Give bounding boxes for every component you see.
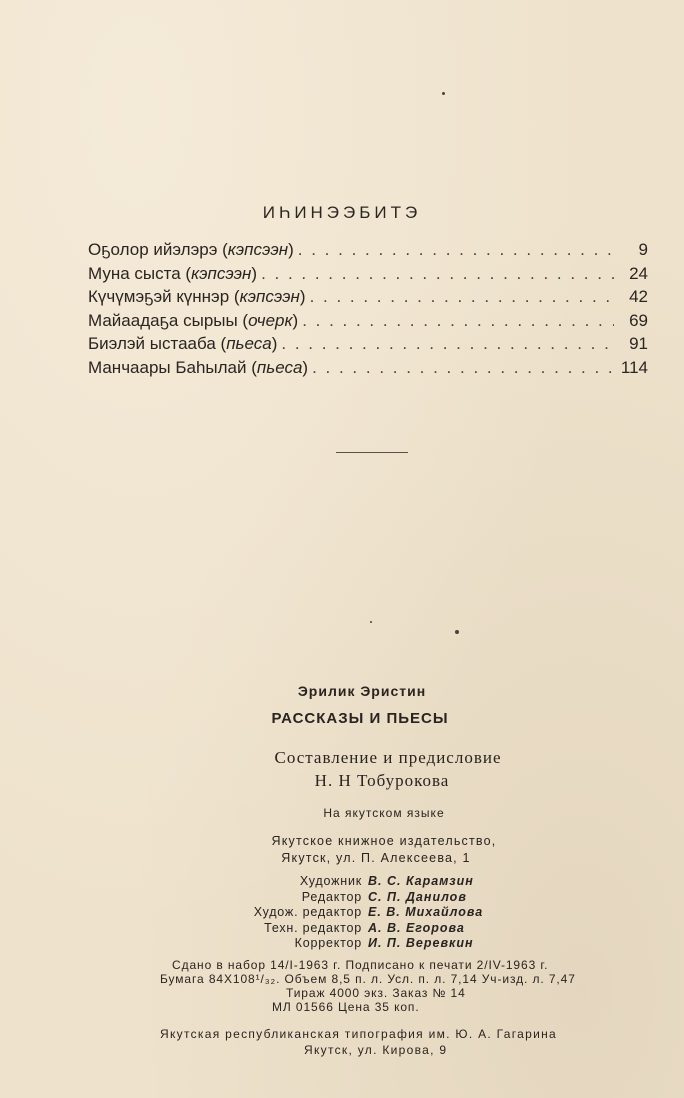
leader-dots: [281, 334, 614, 354]
credit-row: [0, 905, 684, 921]
credit-name: В. С. Карамзин: [368, 874, 474, 888]
toc-entry-page: 42: [629, 287, 648, 306]
leader-dots: [312, 358, 614, 378]
toc-entry-title: Биэлэй ыстааба (: [88, 334, 227, 353]
section-divider: [336, 452, 408, 453]
toc-entry-title: Манчаары Баһылай (: [88, 357, 257, 377]
price-line: МЛ 01566 Цена 35 коп.: [272, 1000, 420, 1014]
toc-entry: Муна сыста (кэпсээн) . . . 24: [88, 264, 648, 288]
typesetting-dates: Сдано в набор 14/I-1963 г. Подписано к печати 2/IV-1963 г.: [172, 958, 549, 972]
credit-role: Худож. редактор: [253, 905, 362, 919]
toc-entry-genre: пьеса: [226, 334, 272, 353]
toc-entry-title: Күчүмэҕэй күннэр (: [88, 287, 240, 306]
print-speck: [442, 92, 445, 95]
credit-name: Е. В. Михайлова: [368, 905, 484, 919]
toc-heading: ИҺИНЭЭБИТЭ: [262, 203, 422, 222]
toc-entry-title: Майаадаҕа сырыы (: [88, 310, 249, 330]
toc-entry-genre: пьеса: [256, 357, 303, 377]
toc-entry-page: 69: [629, 310, 648, 330]
toc-entry-genre: кэпсээн: [191, 263, 252, 283]
print-run: Тираж 4000 экз. Заказ № 14: [286, 986, 466, 1000]
toc-entry: Күчүмэҕэй күннэр (кэпсээн) . . . 42: [88, 287, 648, 311]
toc-entry-title: Муна сыста (: [88, 263, 192, 283]
credit-row: [0, 890, 684, 906]
print-speck: [370, 621, 372, 623]
credit-role: Корректор: [294, 936, 362, 950]
toc-entry-title: Оҕолор ийэлэрэ (: [88, 240, 228, 259]
compiler-credit: Составление и предисловие: [274, 748, 502, 767]
language-note: На якутском языке: [323, 806, 445, 820]
credit-name: И. П. Веревкин: [368, 936, 474, 950]
toc-entry-page: 24: [629, 263, 648, 283]
printing-house-address: Якутск, ул. Кирова, 9: [304, 1043, 448, 1057]
toc-entry-page: 114: [620, 357, 648, 377]
print-speck: [455, 630, 459, 634]
credit-role: Техн. редактор: [264, 920, 362, 935]
leader-dots: [298, 240, 614, 260]
publisher-address: Якутск, ул. П. Алексеева, 1: [281, 851, 471, 865]
credit-row: [0, 921, 684, 937]
toc-entry-genre: кэпсээн: [227, 240, 289, 259]
credit-name: С. П. Данилов: [368, 889, 467, 904]
compiler-name: Н. Н Тобурокова: [314, 771, 450, 790]
book-author: Эрилик Эристин: [297, 683, 427, 699]
printing-house: Якутская республиканская типография им. Ю. А. Гагарина: [160, 1027, 558, 1041]
leader-dots: [310, 287, 614, 307]
credit-name: А. В. Егорова: [368, 920, 465, 935]
toc-entry: Оҕолор ийэлэрэ (кэпсээн) . . . 9: [88, 240, 648, 264]
credit-role: Редактор: [301, 889, 362, 904]
toc-entry: Майаадаҕа сырыы (очерк) . . . 69: [88, 311, 648, 335]
leader-dots: [302, 311, 614, 331]
paper-specs: Бумага 84X108¹/₃₂. Объем 8,5 п. л. Усл. п. л. 7,14 Уч-изд. л. 7,47: [160, 972, 576, 986]
toc-entry-genre: кэпсээн: [239, 287, 300, 306]
leader-dots: [261, 264, 614, 284]
credit-row: [0, 874, 684, 890]
credit-role: Художник: [299, 874, 362, 888]
book-title: РАССКАЗЫ И ПЬЕСЫ: [271, 710, 449, 727]
toc-entry-page: 9: [638, 240, 648, 259]
toc-entry-page: 91: [629, 334, 648, 353]
table-of-contents: [88, 240, 648, 381]
credit-row: [0, 936, 684, 952]
toc-entry-genre: очерк: [248, 310, 293, 330]
staff-credits: [0, 874, 684, 952]
toc-entry: Биэлэй ыстааба (пьеса) . . . 91: [88, 334, 648, 358]
toc-entry: Манчаары Баһылай (пьеса) . . . 114: [88, 358, 648, 382]
publisher-name: Якутское книжное издательство,: [271, 834, 497, 848]
